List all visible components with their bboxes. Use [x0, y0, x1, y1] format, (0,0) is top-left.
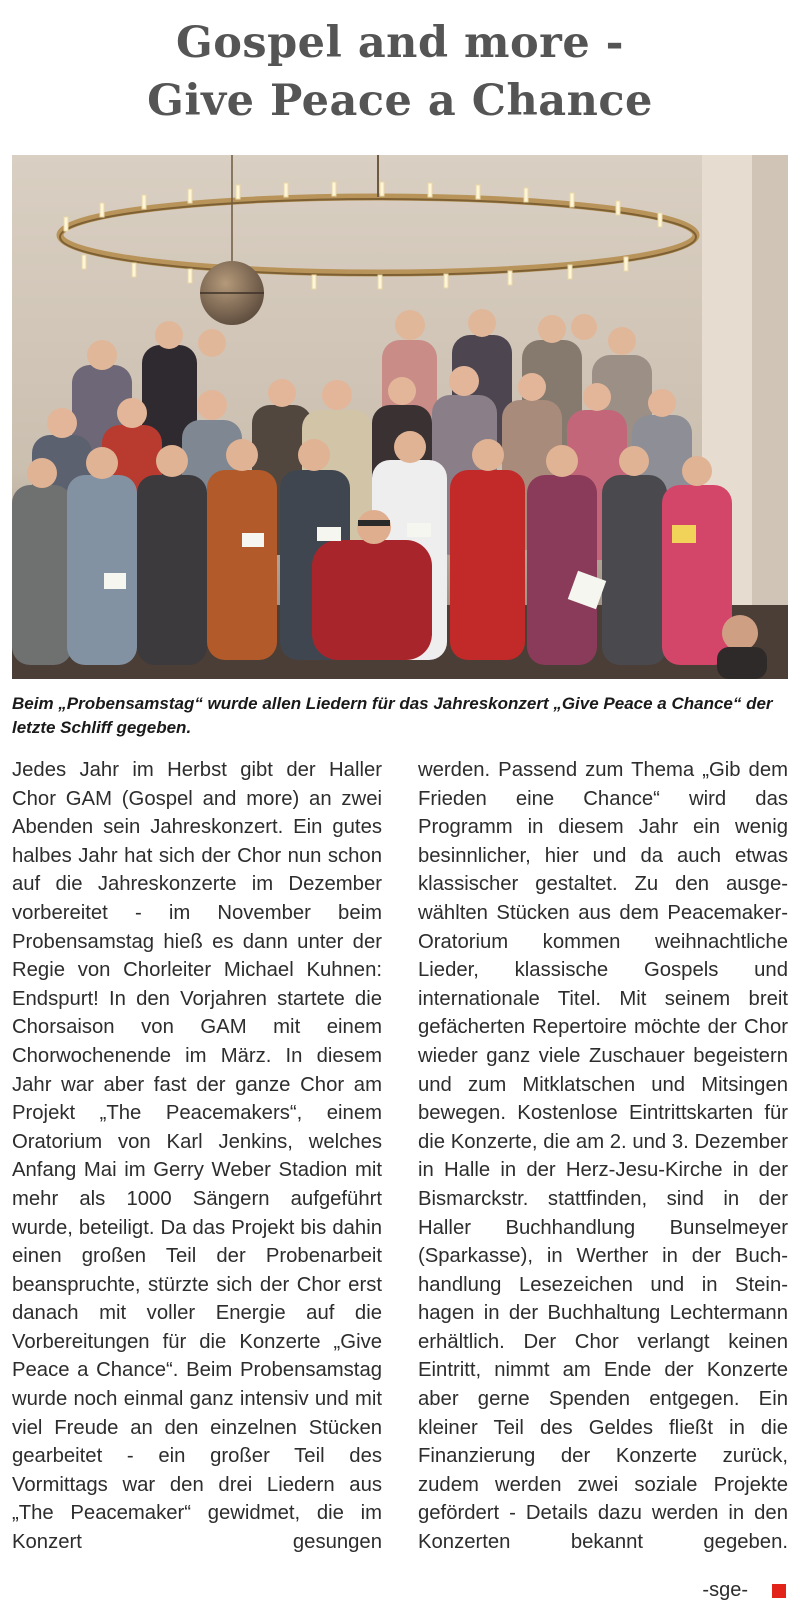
article-column-right: [418, 756, 788, 1557]
article-paragraph-left: Jedes Jahr im Herbst gibt der Haller Chor GAM (Gospel and more) an zwei Abenden sein Jahreskonzert. Ein gutes halbes Jahr hat sich der Chor nun schon auf die Jahreskonzerte im Dezember vorbereitet - im November beim Probensamstag hieß es dann unter der Regie von Chorleiter Michael Kuhnen: Endspurt! In den Vorjahren startete die Chorsaison von GAM mit einem Chorwochenende im März. In diesem Jahr war aber fast der ganze Chor am Projekt „The Peacemakers“, einem Oratorium von Karl Jenkins, welches Anfang Mai im Gerry Weber Stadion mit mehr als 1000 Sängern aufgeführt wurde, beteiligt. Da das Projekt bis dahin einen großen Teil der Probenarbeit beanspruchte, stürzte sich der Chor erst danach mit voller Energie auf die Vorbereitungen für die Konzerte „Give Peace a Chance“. Beim Probensamstag wurde noch einmal ganz intensiv und mit viel Freude an den einzelnen Stücken gearbeitet - ein großer Teil des Vormittags war den drei Liedern aus „The Peacemaker“ gewidmet, die im Konzert gesungen: [12, 759, 382, 1554]
article-paragraph-right: werden. Passend zum Thema „Gib dem Frieden eine Chance“ wird das Programm in diesem Jahr ein wenig besinnlicher, hier und da auch etwas klassischer gestaltet. Zu den ausgewählten Stücken aus dem Peacemaker-Oratorium kommen weihnachtliche Lieder, klassische Gospels und internationale Titel. Mit seinem breit gefächerten Repertoire möchte der Chor wieder ganz viele Zuschauer begeistern und zum Mitklatschen und Mitsingen bewegen. Kostenlose Eintrittskarten für die Konzerte, die am 2. und 3. Dezember in Halle in der Herz-Jesu-Kirche in der Bismarckstr. stattfinden, sind in der Haller Buchhandlung Bunselmeyer (Sparkasse), in Werther in der Buchhandlung Lesezeichen und in Steinhagen in der Buchhaltung Lechtermann erhältlich. Der Chor verlangt keinen Eintritt, nimmt am Ende der Konzerte aber gerne Spenden entgegen. Ein kleiner Teil des Geldes fließt in die Finanzierung der Konzerte zurück, zudem werden zwei soziale Projekte gefördert - Details dazu werden in den Konzerten bekannt gegeben.: [418, 759, 788, 1554]
author-signature: -sge-: [702, 1579, 748, 1601]
headline-line-2: Give Peace a Chance: [147, 76, 653, 126]
choir-photo: [12, 155, 788, 679]
photo-caption: Beim „Probensamstag“ wurde allen Liedern für das Jahreskonzert „Give Peace a Chance“ der letzte Schliff gegeben.: [12, 694, 773, 737]
article-end-mark: [772, 1584, 786, 1598]
headline-line-1: Gospel and more -: [175, 18, 624, 68]
article-headline: [0, 14, 800, 130]
article-column-left: [12, 756, 382, 1557]
